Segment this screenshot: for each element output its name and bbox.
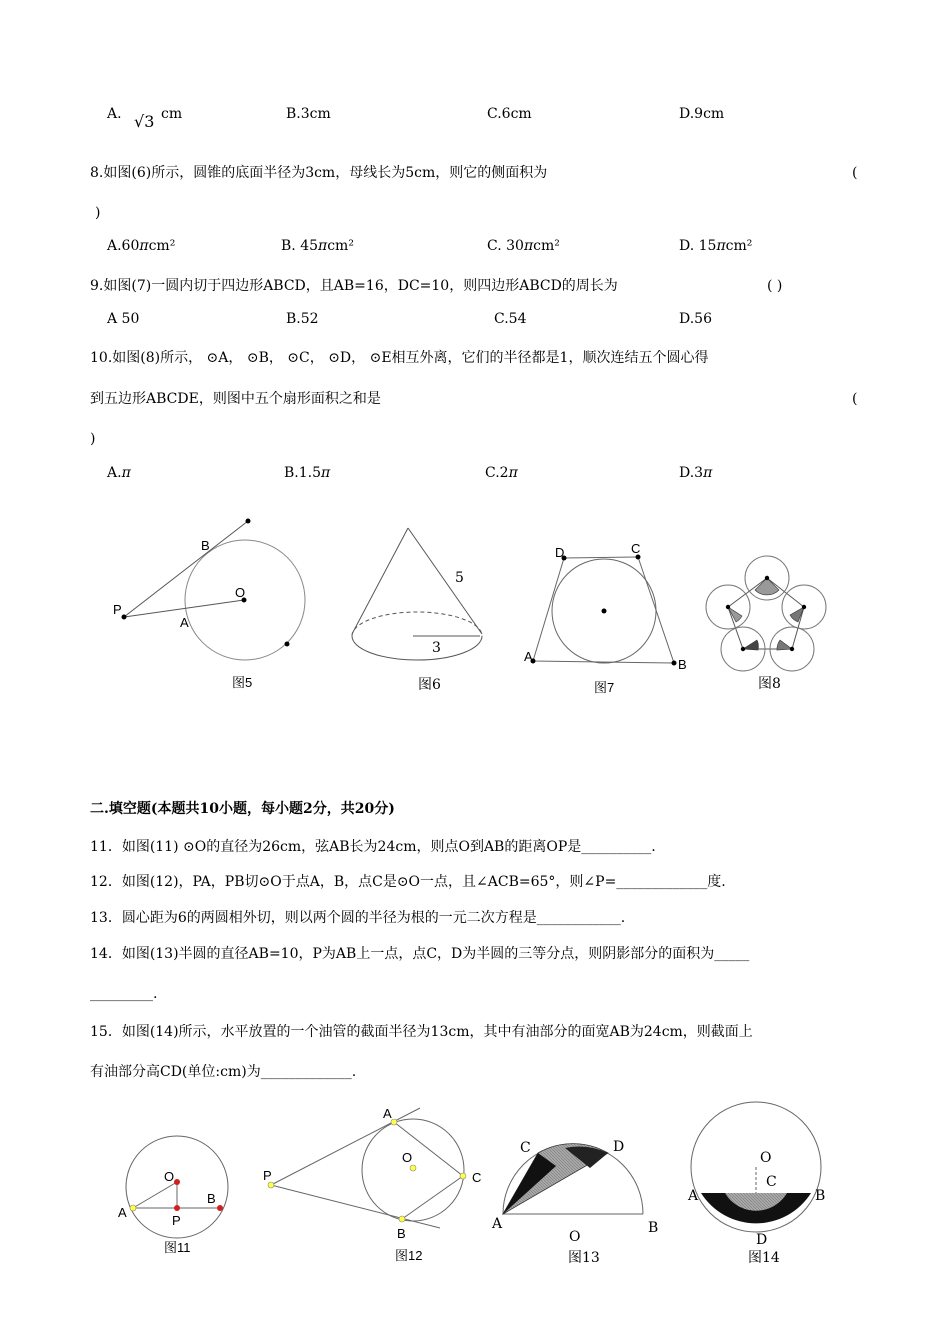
fig5-label-o: O: [235, 585, 246, 600]
fig12-label-b: B: [397, 1226, 406, 1241]
fig11-point-p: [174, 1205, 180, 1211]
q7-option-a-unit: cm: [161, 106, 183, 122]
fig13-label-b: B: [648, 1220, 659, 1236]
q7-option-d: D.9cm: [679, 106, 725, 122]
fig11-point-o: [174, 1179, 180, 1185]
q10-option-a: A.π: [107, 465, 131, 481]
q7-option-b: B.3cm: [286, 106, 331, 122]
fig6-base-front: [352, 636, 482, 660]
q10-paren-open: (: [852, 391, 858, 407]
fig11-label-p: P: [172, 1213, 181, 1228]
q9-option-b: B.52: [286, 311, 319, 327]
fig7-label-b: B: [678, 657, 687, 672]
fig14-label-a: A: [688, 1188, 699, 1204]
q7-option-a-radical: √3: [134, 112, 155, 131]
figure-14: [687, 1102, 825, 1266]
fig8-sector-bottom-right: [777, 640, 792, 650]
fig14-label-b: B: [815, 1188, 826, 1204]
q8-option-d: D. 15πcm²: [679, 238, 753, 254]
figure-13: [491, 1139, 658, 1266]
fig11-label-o: O: [164, 1169, 175, 1184]
q9-option-d: D.56: [679, 311, 712, 327]
figure-5: [113, 519, 305, 691]
fig5-label-p: P: [113, 602, 122, 617]
q9-option-c: C.54: [494, 311, 527, 327]
fig12-point-a: [391, 1119, 397, 1125]
fig8-caption: 图8: [758, 676, 781, 692]
q10-option-d: D.3π: [679, 465, 713, 481]
fig12-label-a: A: [383, 1106, 392, 1121]
fig12-tangent-pb: [271, 1185, 440, 1228]
fig14-label-o: O: [760, 1150, 772, 1166]
fig14-caption: 图14: [748, 1250, 780, 1266]
q10-option-c: C.2π: [485, 465, 518, 481]
q10-line1: 10.如图(8)所示， ⊙A， ⊙B， ⊙C， ⊙D， ⊙E相互外离，它们的半径都是1，顺次连结五个圆心得: [90, 350, 709, 366]
fig11-line-oa: [133, 1182, 177, 1208]
q8-option-b: B. 45πcm²: [281, 238, 354, 254]
q11-text: 11．如图(11) ⊙O的直径为26cm，弦AB长为24cm，则点O到AB的距离OP是__________.: [90, 839, 656, 855]
q13-text: 13．圆心距为6的两圆相外切，则以两个圆的半径为根的一元二次方程是____________.: [90, 910, 626, 926]
fig12-point-c: [460, 1173, 466, 1179]
section2-heading: 二.填空题(本题共10小题，每小题2分，共20分): [90, 801, 395, 817]
fig5-point-lower: [285, 642, 290, 647]
fig7-label-d: D: [555, 545, 565, 560]
fig5-caption: 图5: [232, 675, 253, 690]
fig12-caption: 图12: [395, 1248, 423, 1263]
fig11-label-b: B: [207, 1191, 216, 1206]
fig8-center-right: [802, 605, 806, 609]
fig12-chord-ac: [394, 1122, 463, 1176]
fig13-caption: 图13: [568, 1250, 600, 1266]
figure-6: [352, 528, 482, 693]
fig5-point-top: [246, 519, 251, 524]
fig7-caption: 图7: [594, 680, 615, 695]
fig7-point-b: [672, 661, 677, 666]
fig5-tangent-pb: [124, 521, 248, 617]
q10-option-b: B.1.5π: [284, 465, 331, 481]
q8-paren-close: ): [95, 205, 101, 221]
fig8-sector-left: [728, 607, 742, 622]
fig12-label-c: C: [472, 1170, 482, 1185]
fig14-label-c: C: [766, 1174, 777, 1190]
fig7-label-c: C: [631, 541, 641, 556]
q8-option-c: C. 30πcm²: [487, 238, 560, 254]
fig13-label-o: O: [569, 1229, 581, 1245]
q10-paren-close: ): [90, 431, 96, 447]
q10-line2: 到五边形ABCDE，则图中五个扇形面积之和是: [90, 391, 381, 407]
q8-paren-open: (: [852, 165, 858, 181]
q14-line2: _________.: [90, 986, 158, 1002]
fig8-sector-bottom-left: [743, 640, 758, 650]
fig12-tangent-pa: [271, 1108, 420, 1185]
q8-option-a: A.60πcm²: [107, 238, 176, 254]
fig11-point-a: [130, 1205, 136, 1211]
q7-option-c: C.6cm: [487, 106, 532, 122]
fig5-label-a: A: [180, 615, 189, 630]
q7-option-a-label: A.: [107, 106, 122, 122]
fig13-label-c: C: [520, 1140, 531, 1156]
fig5-point-p: [122, 615, 127, 620]
q12-text: 12．如图(12)，PA，PB切⊙O于点A，B，点C是⊙O一点，且∠ACB=65°，则∠P=_____________度.: [90, 874, 726, 890]
q8-text: 8.如图(6)所示，圆锥的底面半径为3cm，母线长为5cm，则它的侧面积为: [90, 165, 548, 181]
q15-line1: 15．如图(14)所示，水平放置的一个油管的截面半径为13cm，其中有油部分的面宽AB为24cm，则截面上: [90, 1024, 753, 1040]
fig6-label-slant: 5: [455, 570, 464, 586]
fig12-label-p: P: [263, 1168, 272, 1183]
fig8-center-bottom-left: [741, 647, 745, 651]
fig12-point-o: [410, 1165, 416, 1171]
fig11-label-a: A: [118, 1205, 127, 1220]
fig6-base-back: [352, 612, 482, 636]
fig12-chord-bc: [402, 1176, 463, 1219]
q9-text: 9.如图(7)一圆内切于四边形ABCD，且AB=16，DC=10，则四边形ABCD的周长为: [90, 278, 618, 294]
fig8-center-left: [726, 605, 730, 609]
fig12-label-o: O: [402, 1150, 413, 1165]
fig6-slant-left: [352, 528, 408, 634]
fig11-caption: 图11: [164, 1240, 191, 1255]
fig6-caption: 图6: [418, 677, 441, 693]
q15-line2: 有油部分高CD(单位:cm)为_____________.: [90, 1064, 357, 1080]
figure-12: [263, 1106, 481, 1263]
fig7-center: [602, 609, 607, 614]
fig6-slant-right: [408, 528, 482, 634]
figure-8: [706, 556, 826, 692]
fig13-label-d: D: [613, 1139, 625, 1155]
fig8-center-top: [765, 576, 769, 580]
figure-11: [118, 1136, 228, 1255]
q9-option-a: A 50: [107, 311, 140, 327]
fig11-point-b: [217, 1205, 223, 1211]
fig12-point-b: [399, 1216, 405, 1222]
fig14-label-d: D: [756, 1232, 768, 1248]
fig6-label-radius: 3: [432, 640, 441, 656]
fig5-label-b: B: [201, 538, 210, 553]
q14-line1: 14．如图(13)半圆的直径AB=10，P为AB上一点，点C，D为半圆的三等分点，则阴影部分的面积为_____: [90, 946, 750, 962]
q9-paren: ( ): [767, 278, 783, 294]
fig8-sector-top: [755, 578, 779, 595]
fig13-label-a: A: [492, 1216, 503, 1232]
fig8-center-bottom-right: [790, 647, 794, 651]
figure-7: [524, 541, 687, 695]
fig7-label-a: A: [524, 649, 533, 664]
